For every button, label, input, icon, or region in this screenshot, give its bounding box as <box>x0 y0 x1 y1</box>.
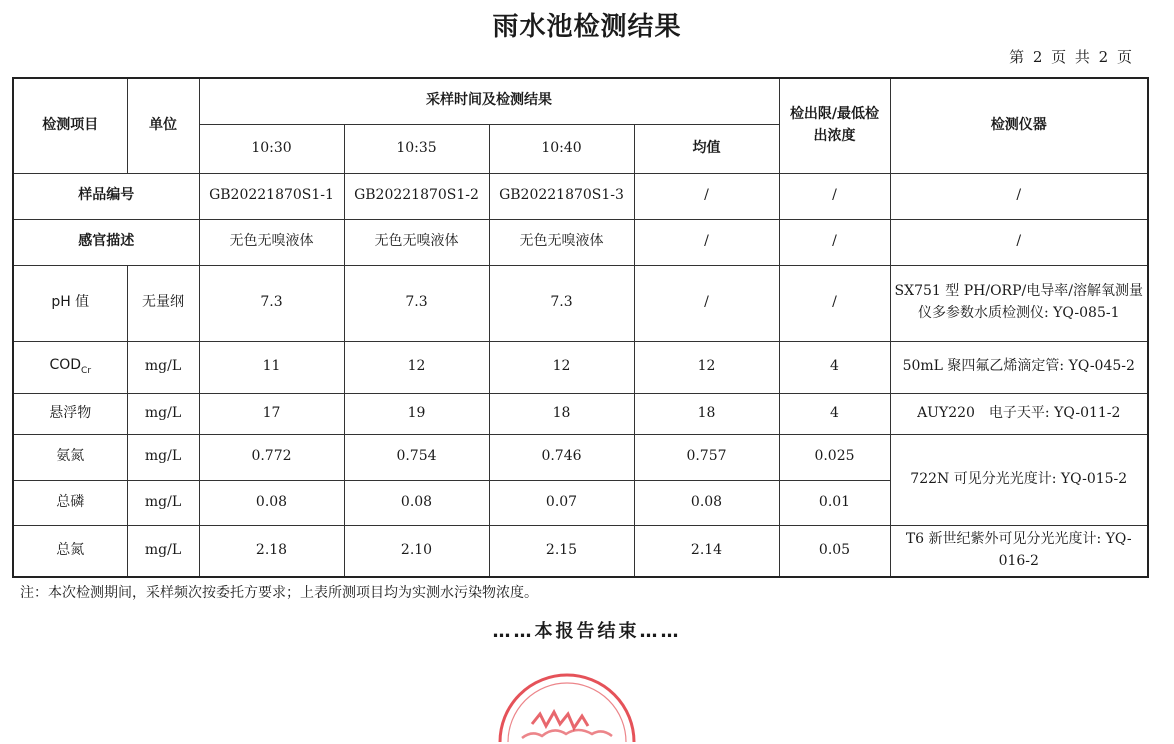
result-average: 0.08 <box>634 480 779 525</box>
result-value: 12 <box>489 341 634 393</box>
result-average: 12 <box>634 341 779 393</box>
result-limit: / <box>779 265 890 341</box>
item-unit: mg/L <box>127 341 199 393</box>
result-value: 0.07 <box>489 480 634 525</box>
table-row <box>13 173 1148 219</box>
result-value: 19 <box>344 393 489 434</box>
sample-id: GB20221870S1-3 <box>489 173 634 219</box>
header-time: 10:30 <box>199 124 344 173</box>
sample-id: GB20221870S1-1 <box>199 173 344 219</box>
header-unit: 单位 <box>127 78 199 173</box>
header-item: 检测项目 <box>13 78 127 173</box>
item-unit: mg/L <box>127 480 199 525</box>
item-unit: 无量纲 <box>127 265 199 341</box>
header-time: 10:35 <box>344 124 489 173</box>
result-value: 11 <box>199 341 344 393</box>
header-instrument: 检测仪器 <box>890 78 1148 173</box>
item-unit: mg/L <box>127 393 199 434</box>
item-unit: mg/L <box>127 525 199 577</box>
table-row <box>13 434 1148 480</box>
header-average: 均值 <box>634 124 779 173</box>
header-time: 10:40 <box>489 124 634 173</box>
result-value: 0.746 <box>489 434 634 480</box>
sensory-average: / <box>634 219 779 265</box>
table-row <box>13 525 1148 577</box>
table-row <box>13 219 1148 265</box>
result-value: 0.08 <box>199 480 344 525</box>
item-name: pH 值 <box>13 265 127 341</box>
cod-subscript: Cr <box>81 365 92 376</box>
page-number: 第 2 页 共 2 页 <box>1009 48 1134 66</box>
header-limit: 检出限/最低检出浓度 <box>779 78 890 173</box>
instrument: T6 新世纪紫外可见分光光度计: YQ-016-2 <box>890 525 1148 577</box>
result-average: / <box>634 265 779 341</box>
item-name: 总氮 <box>13 525 127 577</box>
item-name: 悬浮物 <box>13 393 127 434</box>
result-value: 0.754 <box>344 434 489 480</box>
official-seal-stamp <box>492 664 642 744</box>
result-value: 17 <box>199 393 344 434</box>
result-value: 0.08 <box>344 480 489 525</box>
cod-label: COD <box>49 357 82 374</box>
result-limit: 4 <box>779 341 890 393</box>
report-end-marker: ……本报告结束…… <box>492 621 682 642</box>
instrument: SX751 型 PH/ORP/电导率/溶解氧测量仪多参数水质检测仪: YQ-085-1 <box>890 265 1148 341</box>
result-value: 0.772 <box>199 434 344 480</box>
instrument: 50mL 聚四氟乙烯滴定管: YQ-045-2 <box>890 341 1148 393</box>
instrument: AUY220 电子天平: YQ-011-2 <box>890 393 1148 434</box>
table-row <box>13 341 1148 393</box>
item-name: 总磷 <box>13 480 127 525</box>
sensory-value: 无色无嗅液体 <box>489 219 634 265</box>
result-limit: 4 <box>779 393 890 434</box>
sample-instrument: / <box>890 173 1148 219</box>
result-value: 7.3 <box>199 265 344 341</box>
table-note: 注：本次检测期间，采样频次按委托方要求；上表所测项目均为实测水污染物浓度。 <box>20 585 538 601</box>
header-sampling: 采样时间及检测结果 <box>199 78 779 124</box>
results-table <box>12 77 1149 578</box>
item-name <box>13 341 127 393</box>
sensory-instrument: / <box>890 219 1148 265</box>
result-value: 2.15 <box>489 525 634 577</box>
result-value: 7.3 <box>344 265 489 341</box>
result-average: 2.14 <box>634 525 779 577</box>
result-limit: 0.01 <box>779 480 890 525</box>
result-value: 2.10 <box>344 525 489 577</box>
item-unit: mg/L <box>127 434 199 480</box>
page-title: 雨水池检测结果 <box>492 12 682 42</box>
result-value: 12 <box>344 341 489 393</box>
result-value: 2.18 <box>199 525 344 577</box>
table-row <box>13 265 1148 341</box>
result-average: 18 <box>634 393 779 434</box>
sensory-value: 无色无嗅液体 <box>344 219 489 265</box>
sample-id: GB20221870S1-2 <box>344 173 489 219</box>
result-limit: 0.025 <box>779 434 890 480</box>
sample-limit: / <box>779 173 890 219</box>
sample-average: / <box>634 173 779 219</box>
header-row <box>13 78 1148 124</box>
result-limit: 0.05 <box>779 525 890 577</box>
result-value: 18 <box>489 393 634 434</box>
sensory-limit: / <box>779 219 890 265</box>
result-value: 7.3 <box>489 265 634 341</box>
sensory-value: 无色无嗅液体 <box>199 219 344 265</box>
sensory-label: 感官描述 <box>13 219 199 265</box>
table-row <box>13 393 1148 434</box>
result-average: 0.757 <box>634 434 779 480</box>
instrument: 722N 可见分光光度计: YQ-015-2 <box>890 434 1148 525</box>
sample-label: 样品编号 <box>13 173 199 219</box>
item-name: 氨氮 <box>13 434 127 480</box>
